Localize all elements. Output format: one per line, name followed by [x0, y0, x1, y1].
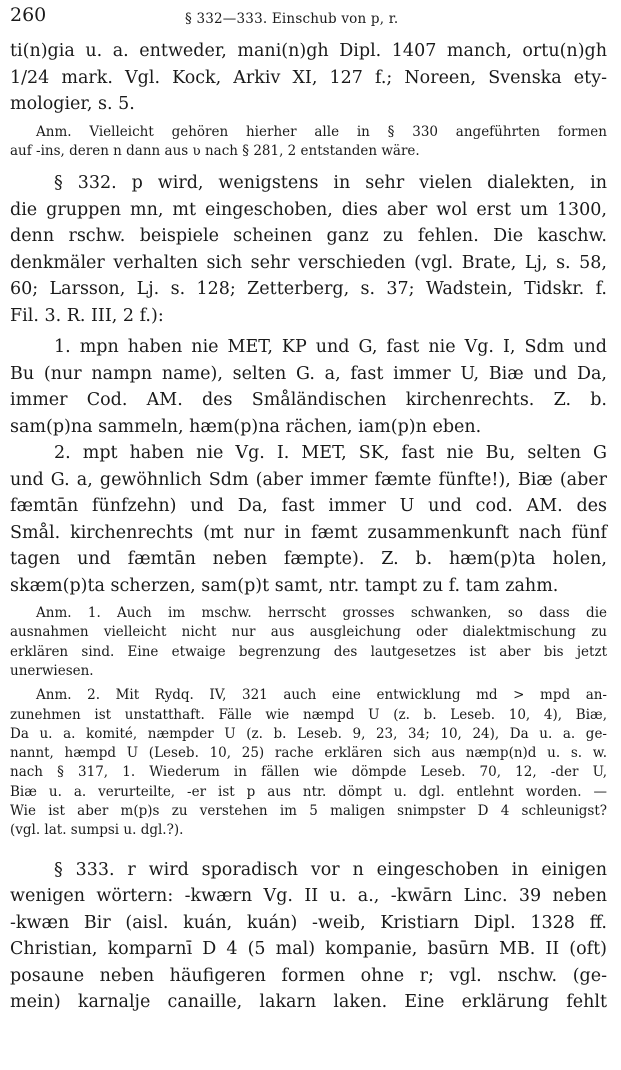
- text-line: denkmäler verhalten sich sehr verschieden (vgl. Brate, Lj, s. 58,: [10, 252, 607, 273]
- text-line: skæm(p)ta scherzen, sam(p)t samt, ntr. tampt zu f. tam zahm.: [10, 575, 559, 596]
- page-header: [10, 4, 607, 38]
- note-line: unerwiesen.: [10, 662, 94, 679]
- text-line: tagen und fæmtān neben fæmpte). Z. b. hæm(p)ta holen,: [10, 549, 607, 570]
- text-line: Bu (nur nampn name), selten G. a, fast immer U, Biæ und Da,: [10, 363, 607, 384]
- note-line: Biæ u. a. verurteilte, -er ist p aus ntr. dömpt u. dgl. entlehnt worden. —: [10, 783, 607, 800]
- note-line: Da u. a. komité, næmpder U (z. b. Leseb. 9, 23, 34; 10, 24), Da u. a. ge-: [10, 725, 607, 742]
- page-number: 260: [10, 4, 47, 26]
- text-line: mein) karnalje canaille, lakarn laken. Eine erklärung fehlt: [10, 992, 607, 1013]
- section-333: [10, 857, 607, 1016]
- text-line: sam(p)na sammeln, hæm(p)na rächen, iam(p)n eben.: [10, 416, 482, 437]
- note-paragraph: [10, 123, 607, 162]
- text-line: und G. a, gewöhnlich Sdm (aber immer fæmte fünfte!), Biæ (aber: [10, 469, 607, 490]
- section-332: [10, 170, 607, 329]
- text-line: -kwæn Bir (aisl. kuán, kuán) -weib, Kristiarn Dipl. 1328 ff.: [10, 912, 607, 933]
- note-1: [10, 604, 607, 681]
- book-page: [10, 4, 607, 1016]
- note-2: [10, 686, 607, 840]
- section-332-point-2: [10, 440, 607, 599]
- text-line: 2. mpt haben nie Vg. I. MET, SK, fast nie Bu, selten G: [54, 443, 607, 464]
- text-line: Fil. 3. R. III, 2 f.):: [10, 305, 164, 326]
- text-line: fæmtān fünfzehn) und Da, fast immer U und cod. AM. des: [10, 496, 607, 517]
- note-line: nannt, hæmpd U (Leseb. 10, 25) rache erklären sich aus næmp(n)d u. s. w.: [10, 745, 607, 762]
- text-line: 1/24 mark. Vgl. Kock, Arkiv XI, 127 f.; Noreen, Svenska ety-: [10, 67, 607, 88]
- running-head: § 332—333. Einschub von p, r.: [185, 11, 399, 27]
- text-line: ti(n)gia u. a. entweder, mani(n)gh Dipl. 1407 manch, ortu(n)gh: [10, 41, 607, 61]
- text-line: § 332. p wird, wenigstens in sehr vielen dialekten, in: [54, 173, 607, 194]
- text-line: § 333. r wird sporadisch vor n eingeschoben in einigen: [54, 859, 607, 880]
- note-line: Anm. Vielleicht gehören hierher alle in § 330 angeführten formen: [36, 123, 607, 140]
- continuation-paragraph: [10, 38, 607, 118]
- note-line: Anm. 2. Mit Rydq. IV, 321 auch eine entwicklung md > mpd an-: [36, 687, 607, 704]
- note-line: zunehmen ist unstatthaft. Fälle wie næmpd U (z. b. Leseb. 10, 4), Biæ,: [10, 706, 607, 723]
- text-line: 60; Larsson, Lj. s. 128; Zetterberg, s. 37; Wadstein, Tidskr. f.: [10, 279, 607, 300]
- text-line: posaune neben häufigeren formen ohne r; vgl. nschw. (ge-: [10, 965, 607, 986]
- note-line: erklären sind. Eine etwaige begrenzung des lautgesetzes ist aber bis jetzt: [10, 643, 607, 660]
- text-line: wenigen wörtern: -kwærn Vg. II u. a., -kwārn Linc. 39 neben: [10, 886, 607, 907]
- note-line: auf -ins, deren n dann aus ʋ nach § 281, 2 entstanden wäre.: [10, 142, 420, 159]
- note-line: ausnahmen vielleicht nicht nur aus ausgleichung oder dialektmischung zu: [10, 624, 607, 641]
- text-line: 1. mpn haben nie MET, KP und G, fast nie Vg. I, Sdm und: [54, 337, 607, 358]
- text-line: denn rschw. beispiele scheinen ganz zu fehlen. Die kaschw.: [10, 226, 607, 247]
- text-line: die gruppen mn, mt eingeschoben, dies aber wol erst um 1300,: [10, 199, 607, 220]
- note-line: Wie ist aber m(p)s zu verstehen im 5 maligen snimpster D 4 schleunigst?: [10, 803, 607, 820]
- note-line: (vgl. lat. sumpsi u. dgl.?).: [10, 822, 184, 839]
- text-line: Christian, komparnī D 4 (5 mal) kompanie, basūrn MB. II (oft): [10, 939, 607, 960]
- note-line: Anm. 1. Auch im mschw. herrscht grosses schwanken, so dass die: [36, 605, 607, 622]
- note-line: nach § 317, 1. Wiederum in fällen wie dömpde Leseb. 70, 12, -der U,: [10, 764, 607, 781]
- section-332-point-1: [10, 334, 607, 440]
- text-line: immer Cod. AM. des Småländischen kirchenrechts. Z. b.: [10, 390, 607, 411]
- text-line: Smål. kirchenrechts (mt nur in fæmt zusammenkunft nach fünf: [10, 522, 607, 543]
- text-line: mologier, s. 5.: [10, 94, 135, 114]
